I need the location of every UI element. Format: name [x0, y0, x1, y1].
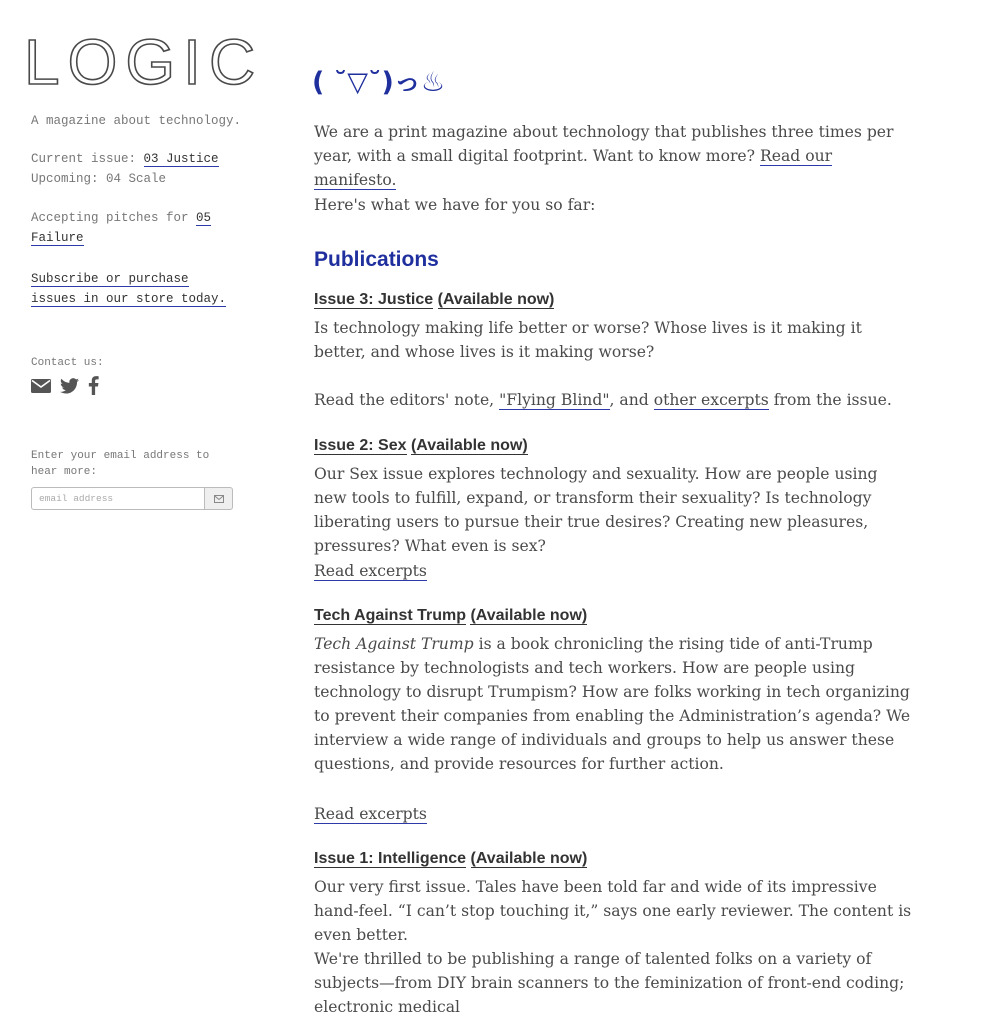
pub-issue-2-link[interactable]: Issue 2: Sex	[314, 437, 407, 454]
intro-paragraph	[314, 120, 914, 192]
other-excerpts-link[interactable]: other excerpts	[653, 391, 769, 409]
issue-2-excerpts-link[interactable]: Read excerpts	[314, 562, 427, 580]
pub-issue-1-more: We're thrilled to be publishing a range of talented folks on a variety of subjects—from DIY brain scanners to the feminization of front-end coding; electronic medical	[314, 950, 905, 1016]
kaomoji-mascot: ( ˘▽˘)っ♨	[312, 67, 446, 98]
pitches-label: Accepting pitches for	[31, 211, 189, 225]
pub-issue-1-link[interactable]: Issue 1: Intelligence	[314, 850, 467, 867]
pub-issue-1-status[interactable]: (Available now)	[470, 850, 588, 867]
pub-issue-3-status[interactable]: (Available now)	[437, 291, 555, 308]
current-issue-line	[31, 149, 219, 169]
pub-tat-description	[314, 632, 914, 776]
intro-text: We are a print magazine about technology that publishes three times per year, with a small digital footprint. Want to know more?	[314, 123, 894, 165]
tat-title-italic: Tech Against Trump	[314, 635, 474, 653]
pub-title-issue-2	[314, 435, 528, 457]
tagline: A magazine about technology.	[31, 114, 242, 128]
pitches-link[interactable]: 05 Failure	[31, 211, 212, 245]
facebook-icon[interactable]	[88, 376, 99, 395]
note-prefix: Read the editors' note,	[314, 391, 495, 409]
pub-issue-3-link[interactable]: Issue 3: Justice	[314, 291, 434, 308]
issue-info	[31, 149, 219, 189]
pub-issue-3-note	[314, 388, 914, 412]
pub-title-tech-against-trump	[314, 605, 587, 627]
twitter-icon[interactable]	[60, 378, 79, 394]
envelope-icon	[214, 495, 224, 503]
so-far-text: Here's what we have for you so far:	[314, 196, 596, 214]
pub-issue-2-excerpts	[314, 559, 914, 583]
email-field[interactable]	[31, 487, 205, 510]
subscribe-link[interactable]: Subscribe or purchase issues in our store today.	[31, 272, 227, 306]
pub-issue-3-description: Is technology making life better or worse? Whose lives is it making it better, and whose lives is it making worse?	[314, 319, 862, 361]
manifesto-link[interactable]: Read our manifesto.	[314, 147, 833, 189]
publications-heading: Publications	[314, 248, 439, 271]
pub-title-issue-1	[314, 848, 587, 870]
pub-issue-2-description: Our Sex issue explores technology and sexuality. How are people using new tools to fulfill, expand, or transform their sexuality? Is technology liberating users to pursue their true desires? Creating new pleasures, pressures? What even is sex?	[314, 465, 878, 555]
newsletter-form	[31, 487, 233, 510]
current-issue-link[interactable]: 03 Justice	[143, 152, 219, 166]
pub-tat-excerpts	[314, 802, 914, 826]
current-issue-label: Current issue:	[31, 152, 137, 166]
pub-title-issue-3	[314, 289, 554, 311]
pub-tat-status[interactable]: (Available now)	[470, 607, 588, 624]
tat-excerpts-link[interactable]: Read excerpts	[314, 805, 427, 823]
subscribe-info	[31, 269, 241, 309]
flying-blind-link[interactable]: "Flying Blind"	[499, 391, 610, 409]
note-suffix: from the issue.	[773, 391, 892, 409]
envelope-icon[interactable]	[31, 378, 51, 394]
pitches-info	[31, 208, 236, 248]
social-links	[31, 376, 99, 395]
sidebar	[0, 0, 264, 1000]
pub-issue-2-status[interactable]: (Available now)	[410, 437, 528, 454]
logo[interactable]: LOGIC	[24, 26, 264, 98]
note-mid: , and	[609, 391, 649, 409]
email-submit-button[interactable]	[205, 487, 233, 510]
tat-description-text: is a book chronicling the rising tide of anti-Trump resistance by technologists and tech workers. How are people using technology to disrupt Trumpism? How are folks working in tech organizing to prevent their companies from enabling the Administration’s agenda? We interview a wide range of individuals and groups to help us answer these questions, and provide resources for further action.	[314, 635, 911, 773]
pub-tat-link[interactable]: Tech Against Trump	[314, 607, 467, 624]
email-prompt: Enter your email address to hear more:	[31, 450, 210, 478]
contact-label: Contact us:	[31, 357, 104, 369]
main-content	[312, 0, 914, 1016]
pub-issue-1-description: Our very first issue. Tales have been told far and wide of its impressive hand-feel. “I can’t stop touching it,” says one early reviewer. The content is even better.	[314, 878, 912, 944]
upcoming-issue: Upcoming: 04 Scale	[31, 172, 167, 186]
